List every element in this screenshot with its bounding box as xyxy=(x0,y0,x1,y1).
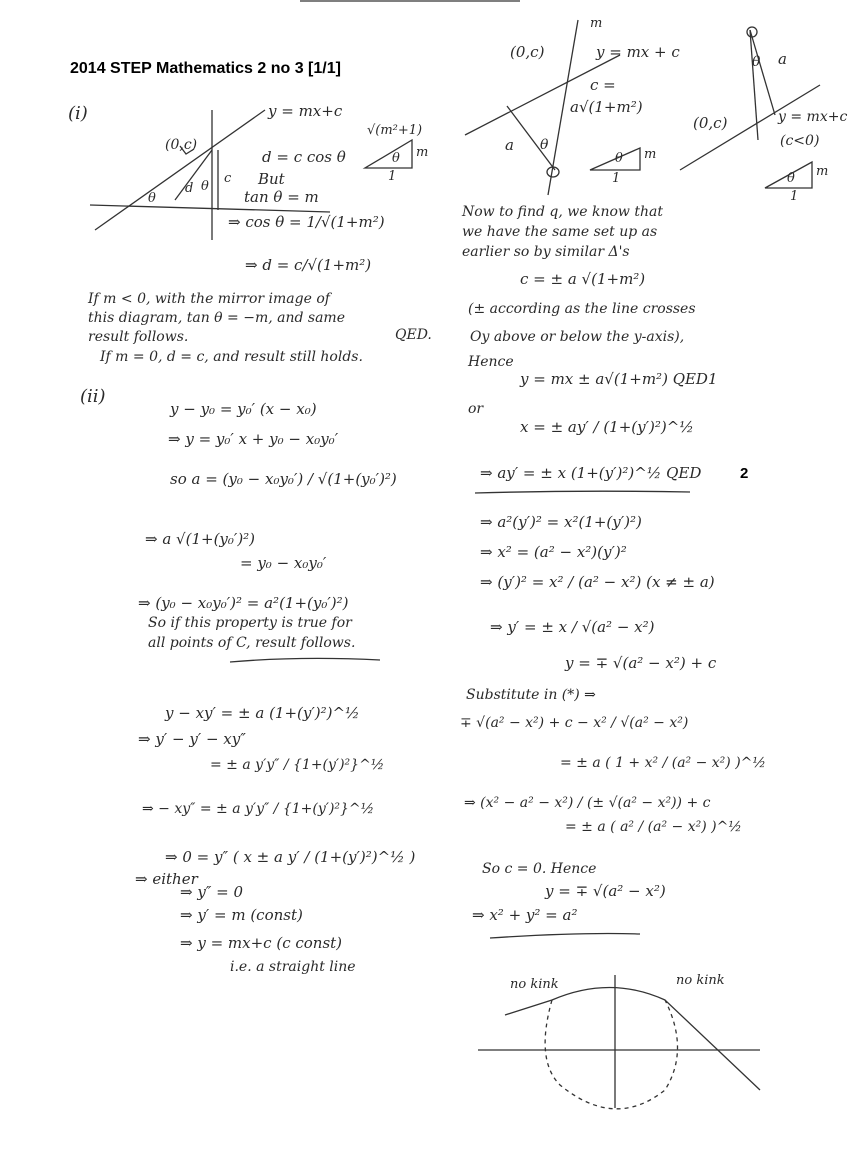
line-5: ⇒ d = c/√(1+m²) xyxy=(245,256,372,274)
theta-label: θ xyxy=(540,137,549,153)
no-kink-left: no kink xyxy=(510,977,559,992)
line-5: (± according as the line crosses xyxy=(468,301,696,317)
line-7: Hence xyxy=(468,354,514,370)
triangle-theta: θ xyxy=(615,151,623,166)
line-3: earlier so by similar Δ's xyxy=(462,244,630,260)
line-7: ⇒ y″ = 0 xyxy=(180,883,244,901)
line-6: ⇒ (y₀ − x₀y₀′)² = a²(1+(y₀′)²) xyxy=(138,594,349,612)
line-6: Oy above or below the y-axis), xyxy=(470,329,685,345)
line-9: ⇒ (x² − a² − x²) / (± √(a² − x²)) + c xyxy=(464,795,711,811)
x-equation: x = ± ay′ / (1+(y′)²)^½ xyxy=(520,418,694,436)
d-label: d xyxy=(185,181,194,196)
line-1: y − y₀ = y₀′ (x − x₀) xyxy=(170,400,317,418)
line-2: we have the same set up as xyxy=(462,224,658,240)
triangle-theta-right: θ xyxy=(787,171,795,186)
point-label: (0,c) xyxy=(165,137,198,153)
hypotenuse-label: √(m²+1) xyxy=(367,123,423,138)
line-equation-right: y = mx+c xyxy=(778,109,848,125)
line-3: ⇒ (y′)² = x² / (a² − x²) (x ≠ ± a) xyxy=(480,573,715,591)
line-4: ⇒ y′ = ± x / √(a² − x²) xyxy=(490,618,655,636)
theta-label-2: θ xyxy=(201,179,209,194)
condition-label: (c<0) xyxy=(780,133,820,149)
line-4: c = ± a √(1+m²) xyxy=(520,270,646,288)
a-label-right: a xyxy=(778,50,787,68)
line-2: But xyxy=(258,170,285,188)
line-8: = ± a ( 1 + x² / (a² − x²) )^½ xyxy=(560,755,766,771)
line-5: = y₀ − x₀y₀′ xyxy=(240,554,327,572)
line-8: all points of C, result follows. xyxy=(148,635,356,651)
line-1: ⇒ a²(y′)² = x²(1+(y′)²) xyxy=(480,513,642,531)
theta-label: θ xyxy=(148,191,156,206)
line-4: ⇒ − xy″ = ± a y′y″ / {1+(y′)²}^½ xyxy=(142,801,375,817)
line-2: ⇒ y′ − y′ − xy″ xyxy=(138,730,246,748)
line-6: ⇒ either xyxy=(135,870,198,888)
page-title: 2014 STEP Mathematics 2 no 3 [1/1] xyxy=(70,60,341,77)
line-3: so a = (y₀ − x₀y₀′) / √(1+(y₀′)²) xyxy=(170,470,397,488)
line-9: ⇒ y = mx+c (c const) xyxy=(180,934,343,952)
line-6: Substitute in (*) ⇒ xyxy=(466,687,596,703)
line-10: = ± a ( a² / (a² − x²) )^½ xyxy=(565,819,742,835)
c-label: c xyxy=(224,171,232,186)
line-4: ⇒ a √(1+(y₀′)²) xyxy=(145,530,256,548)
line-8: y = mx ± a√(1+m²) QED1 xyxy=(520,370,718,388)
line-3: tan θ = m xyxy=(244,188,319,206)
line-7: So if this property is true for xyxy=(148,615,352,631)
line-13: ⇒ x² + y² = a² xyxy=(472,906,578,924)
a-label: a xyxy=(505,136,514,154)
no-kink-right: no kink xyxy=(676,973,725,988)
point-label-right: (0,c) xyxy=(693,114,728,132)
triangle-m: m xyxy=(644,147,657,162)
line-1: d = c cos θ xyxy=(262,148,346,166)
or-label: or xyxy=(468,401,484,417)
line-7: ∓ √(a² − x²) + c − x² / √(a² − x²) xyxy=(460,715,689,731)
line-equation-label: y = mx+c xyxy=(268,102,343,120)
line-5: y = ∓ √(a² − x²) + c xyxy=(565,654,717,672)
qed2-line: ⇒ ay′ = ± x (1+(y′)²)^½ QED xyxy=(480,464,702,482)
triangle-one: 1 xyxy=(388,169,397,184)
line-equation-label: y = mx + c xyxy=(596,43,680,61)
c-value-label: a√(1+m²) xyxy=(570,98,643,116)
triangle-m-right: m xyxy=(816,164,829,179)
point-label: (0,c) xyxy=(510,43,545,61)
line-4: ⇒ cos θ = 1/√(1+m²) xyxy=(228,213,385,231)
line-1: y − xy′ = ± a (1+(y′)²)^½ xyxy=(165,704,360,722)
c-eq-label: c = xyxy=(590,76,616,94)
axis-m-label: m xyxy=(590,16,603,31)
part-ii-label: (ii) xyxy=(80,386,106,407)
theta-label-right: θ xyxy=(752,54,761,70)
qed-label: QED. xyxy=(395,327,432,343)
line-11: So c = 0. Hence xyxy=(482,861,597,877)
line-5: ⇒ 0 = y″ ( x ± a y′ / (1+(y′)²)^½ ) xyxy=(165,848,416,866)
note-3: result follows. xyxy=(88,329,189,345)
note-1: If m < 0, with the mirror image of xyxy=(88,291,330,307)
line-12: y = ∓ √(a² − x²) xyxy=(545,882,666,900)
line-2: ⇒ x² = (a² − x²)(y′)² xyxy=(480,543,627,561)
note-4: If m = 0, d = c, and result still holds. xyxy=(100,349,363,365)
note-2: this diagram, tan θ = −m, and same xyxy=(88,310,345,326)
triangle-theta: θ xyxy=(392,151,400,166)
line-3: = ± a y′y″ / {1+(y′)²}^½ xyxy=(210,757,385,773)
triangle-one: 1 xyxy=(612,171,621,186)
line-2: ⇒ y = y₀′ x + y₀ − x₀y₀′ xyxy=(168,430,339,448)
line-1: Now to find q, we know that xyxy=(462,204,663,220)
line-10: i.e. a straight line xyxy=(230,959,356,975)
line-8: ⇒ y′ = m (const) xyxy=(180,906,303,924)
triangle-m: m xyxy=(416,145,429,160)
triangle-one-right: 1 xyxy=(790,189,799,204)
qed2-number: 2 xyxy=(740,465,749,482)
part-i-label: (i) xyxy=(68,103,88,124)
